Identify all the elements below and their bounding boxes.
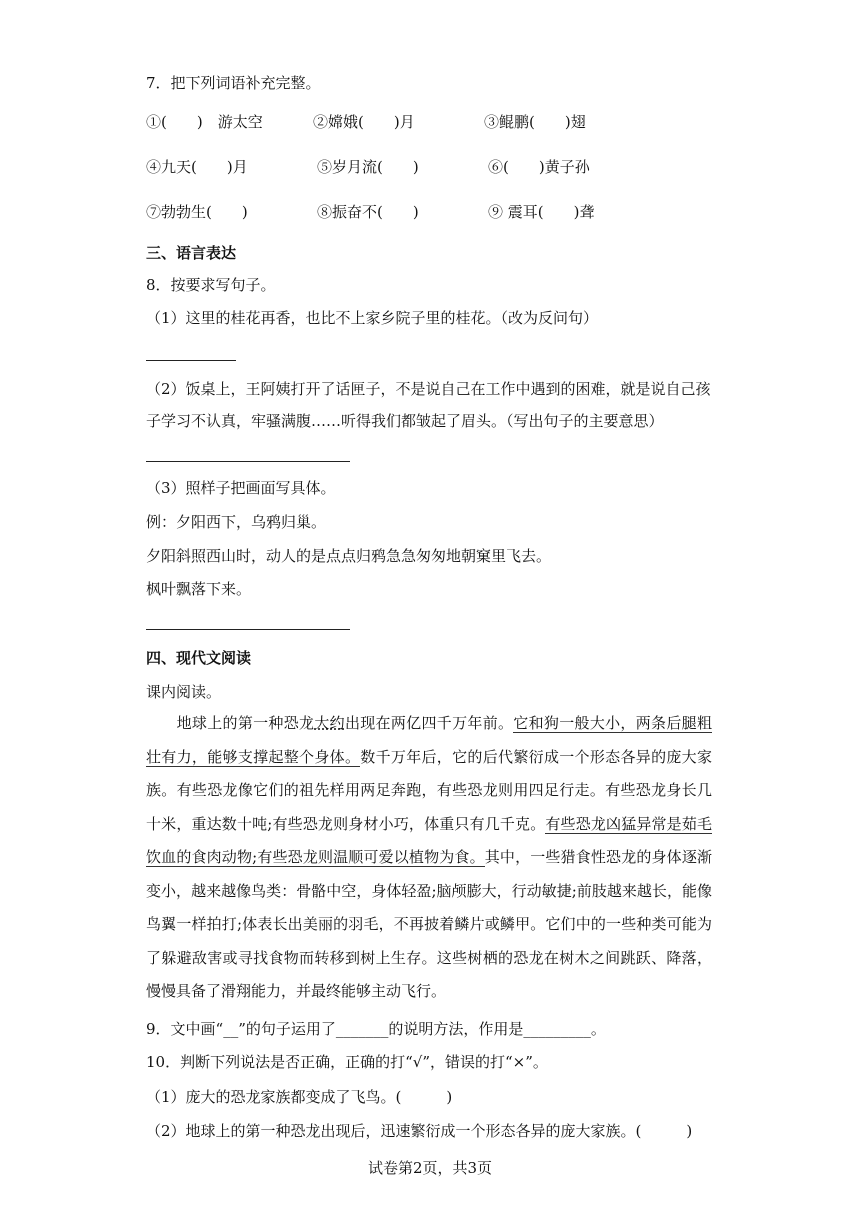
q7-item-7: ⑦勃勃生( ) xyxy=(146,203,248,221)
q7-item-3: ③鲲鹏( )翅 xyxy=(484,113,586,131)
q10-s2: （2）地球上的第一种恐龙出现后，迅速繁衍成一个形态各异的庞大家族。( ) xyxy=(146,1122,693,1140)
example: 例：夕阳西下，乌鸦归巢。 xyxy=(146,513,327,531)
q8-s3: （3）照样子把画面写具体。 xyxy=(146,479,336,497)
q7-item-1: ①( ) 游太空 xyxy=(146,113,263,131)
q7-item-8: ⑧振奋不( ) xyxy=(317,203,419,221)
q8-title: 8．按要求写句子。 xyxy=(146,276,276,294)
q10-title: 10．判断下列说法是否正确，正确的打“√”，错误的打“×”。 xyxy=(146,1053,548,1071)
q8-s2-line2: 子学习不认真，牢骚满腹……听得我们都皱起了眉头。（写出句子的主要意思） xyxy=(146,412,664,430)
q8-s1: （1）这里的桂花再香，也比不上家乡院子里的桂花。（改为反问句） xyxy=(146,309,599,327)
answer-line xyxy=(146,629,350,630)
q7-item-4: ④九天( )月 xyxy=(146,158,248,176)
page-footer: 试卷第2页，共3页 xyxy=(367,1159,493,1177)
section4-heading: 四、现代文阅读 xyxy=(146,649,252,667)
reading-label: 课内阅读。 xyxy=(146,683,222,701)
q7-title: 7．把下列词语补充完整。 xyxy=(146,74,321,92)
section3-heading: 三、语言表达 xyxy=(146,244,237,262)
underlined-sentence-1: 它和狗一般大小，两条后腿粗壮有力，能够支撑起整个身体。 xyxy=(146,714,712,766)
reading-passage: 地球上的第一种恐龙大约出现在两亿四千万年前。它和狗一般大小，两条后腿粗壮有力，能够支撑起整个身体。数千万年后，它的后代繁衍成一个形态各异的庞大家族。有些恐龙像它们的祖先样用两足奔跑，有些恐龙则用四足行走。有些恐龙身长几十米，重达数十吨;有些恐龙则身材小巧，体重只有几千克。有些恐龙凶猛异常是茹毛饮血的食肉动物;有些恐龙则温顺可爱以植物为食。其中，一些猎食性恐龙的身体逐渐变小，越来越像鸟类：骨骼中空，身体轻盈;脑颅膨大，行动敏捷;前肢越来越长，能像鸟翼一样拍打;体表长出美丽的羽毛，不再披着鳞片或鳞甲。它们中的一些种类可能为了躲避敌害或寻找食物而转移到树上生存。这些树栖的恐龙在树木之间跳跃、降落，慢慢具备了滑翔能力，并最终能够主动飞行。 xyxy=(146,714,712,1000)
example-expanded: 夕阳斜照西山时，动人的是点点归鸦急急匆匆地朝窠里飞去。 xyxy=(146,547,552,565)
q7-item-6: ⑥( )黄子孙 xyxy=(488,158,590,176)
dotted-word: 大约 xyxy=(314,714,345,732)
underlined-sentence-2: 有些恐龙凶猛异常是茹毛饮血的食肉动物;有些恐龙则温顺可爱以植物为食。 xyxy=(146,814,712,866)
q7-item-9: ⑨ 震耳( )聋 xyxy=(488,203,595,221)
q10-s1: （1）庞大的恐龙家族都变成了飞鸟。( ) xyxy=(146,1088,453,1106)
answer-line xyxy=(146,461,350,462)
q8-s2-line1: （2）饭桌上，王阿姨打开了话匣子，不是说自己在工作中遇到的困难，就是说自己孩 xyxy=(146,380,711,398)
q7-item-5: ⑤岁月流( ) xyxy=(317,158,419,176)
task-sentence: 枫叶飘落下来。 xyxy=(146,580,252,598)
answer-line xyxy=(146,360,236,361)
q9: 9．文中画“__”的句子运用了_______的说明方法，作用是_________。 xyxy=(146,1020,606,1038)
q7-item-2: ②嫦娥( )月 xyxy=(313,113,415,131)
